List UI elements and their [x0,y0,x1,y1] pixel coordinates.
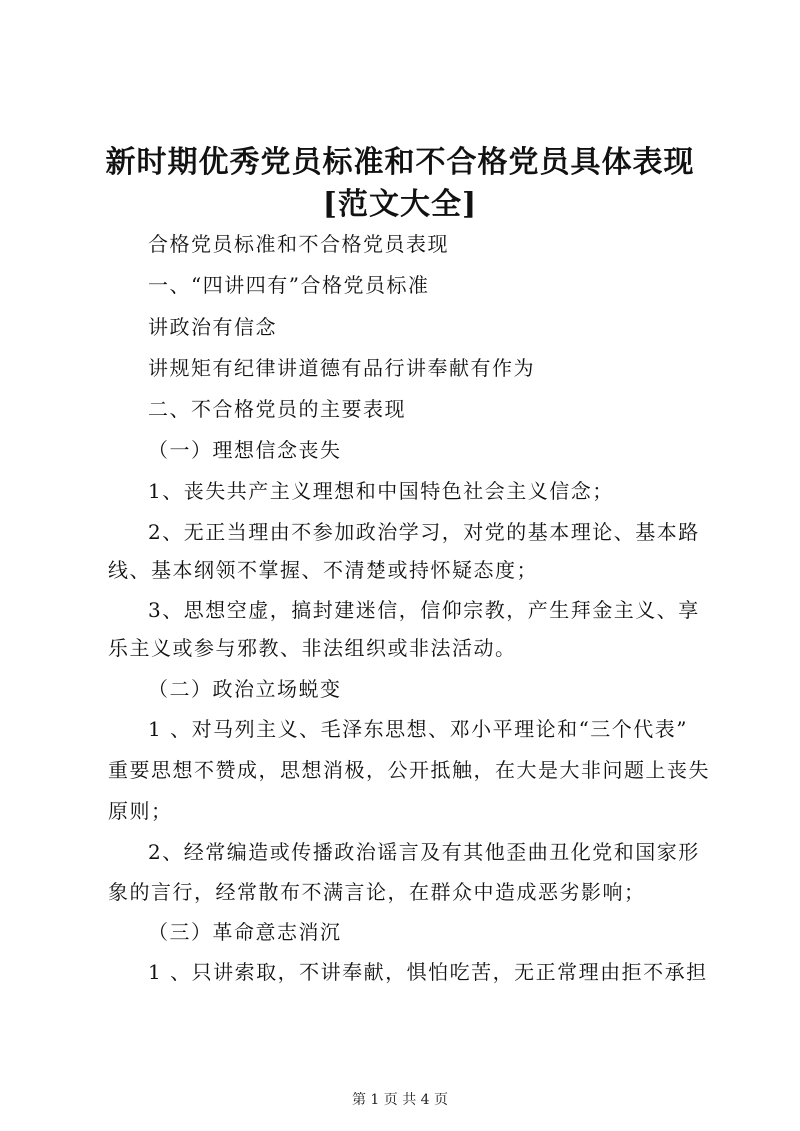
body-line: （二）政治立场蜕变 [148,677,342,701]
body-line: （三）革命意志消沉 [148,920,342,944]
body-line: 重要思想不赞成，思想消极，公开抵触，在大是大非问题上丧失 [108,758,710,782]
body-line: 讲政治有信念 [148,315,277,339]
body-line: 一、“四讲四有”合格党员标准 [148,273,430,297]
body-line: 象的言行，经常散布不满言论，在群众中造成恶劣影响； [108,880,646,904]
document-title-line-1: 新时期优秀党员标准和不合格党员具体表现 [105,145,695,180]
page-number-footer: 第 1 页 共 4 页 [351,1092,449,1108]
body-line: 讲规矩有纪律讲道德有品行讲奉献有作为 [148,356,535,380]
body-line: 2、无正当理由不参加政治学习，对党的基本理论、基本路 [148,520,700,544]
body-line: 二、不合格党员的主要表现 [148,397,406,421]
body-line: 乐主义或参与邪教、非法组织或非法活动。 [108,636,517,660]
body-line: 1 、对马列主义、毛泽东思想、邓小平理论和“三个代表” [148,717,689,741]
body-line: 3、思想空虚，搞封建迷信，信仰宗教，产生拜金主义、享 [148,598,700,622]
body-line: （一）理想信念丧失 [148,438,342,462]
body-line: 线、基本纲领不掌握、不清楚或持怀疑态度； [108,558,538,582]
body-line: 合格党员标准和不合格党员表现 [148,232,449,256]
body-line: 1 、只讲索取，不讲奉献，惧怕吃苦，无正常理由拒不承担 [148,960,708,984]
body-line: 2、经常编造或传播政治谣言及有其他歪曲丑化党和国家形 [148,840,700,864]
body-line: 原则； [108,799,173,823]
body-line: 1、丧失共产主义理想和中国特色社会主义信念； [148,479,614,503]
document-title-line-2: [范文大全] [322,187,478,222]
